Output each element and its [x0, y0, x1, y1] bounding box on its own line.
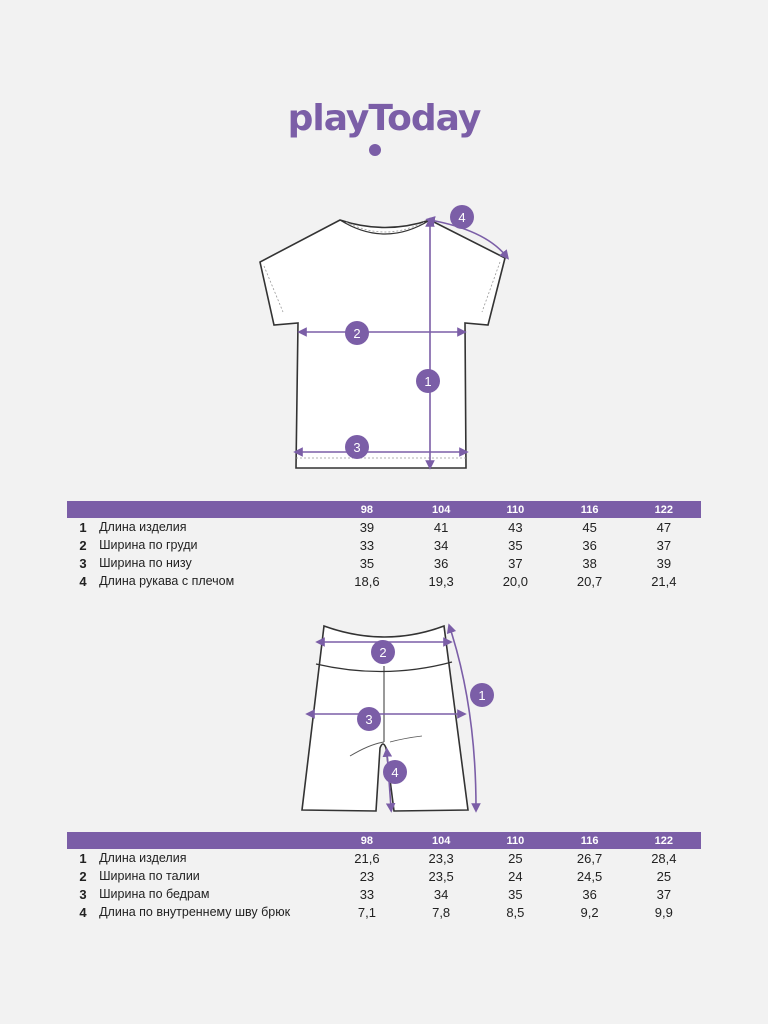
table-row: 3 Ширина по низу 35 36 37 38 39: [79, 555, 672, 571]
table-row: 1 Длина изделия 39 41 43 45 47: [79, 519, 672, 535]
tshirt-outline: [260, 220, 505, 468]
table-header-row: [67, 501, 701, 518]
size-110: 110: [478, 501, 552, 518]
table-row: 1 Длина изделия 21,6 23,3 25 26,7 28,4: [79, 850, 677, 866]
marker-3: [345, 435, 369, 459]
marker-4: [383, 760, 407, 784]
tshirt-size-table: [67, 501, 701, 590]
shorts-size-table: [67, 832, 701, 921]
table-row: 4 Длина по внутреннему шву брюк 7,1 7,8 8,5 9,2 9,9: [79, 904, 673, 920]
size-98: 98: [330, 501, 404, 518]
logo-text: playToday: [287, 98, 481, 139]
tshirt-drawing: [250, 200, 520, 480]
svg-text:1: 1: [424, 374, 432, 389]
marker-2: [371, 640, 395, 664]
svg-text:4: 4: [391, 765, 399, 780]
brand-logo: [0, 98, 768, 139]
marker-1: [416, 369, 440, 393]
svg-text:2: 2: [353, 326, 361, 341]
size-104: 104: [404, 501, 478, 518]
size-122: 122: [627, 832, 701, 849]
svg-text:4: 4: [458, 210, 466, 225]
svg-text:3: 3: [353, 440, 361, 455]
svg-text:2: 2: [379, 645, 387, 660]
logo-dot: [369, 144, 381, 156]
marker-1: [470, 683, 494, 707]
table-row: 3 Ширина по бедрам 33 34 35 36 37: [79, 886, 672, 902]
table-row: 2 Ширина по талии 23 23,5 24 24,5 25: [79, 868, 672, 884]
marker-3: [357, 707, 381, 731]
table-row: 2 Ширина по груди 33 34 35 36 37: [79, 537, 672, 553]
size-116: 116: [552, 832, 626, 849]
size-104: 104: [404, 832, 478, 849]
svg-text:1: 1: [478, 688, 486, 703]
table-row: 4 Длина рукава с плечом 18,6 19,3 20,0 20,7 21,4: [79, 573, 677, 589]
shorts-drawing: [290, 618, 510, 818]
size-98: 98: [330, 832, 404, 849]
marker-2: [345, 321, 369, 345]
size-110: 110: [478, 832, 552, 849]
marker-4: [450, 205, 474, 229]
size-122: 122: [627, 501, 701, 518]
size-116: 116: [552, 501, 626, 518]
table-header-row: [67, 832, 701, 849]
svg-text:3: 3: [365, 712, 373, 727]
